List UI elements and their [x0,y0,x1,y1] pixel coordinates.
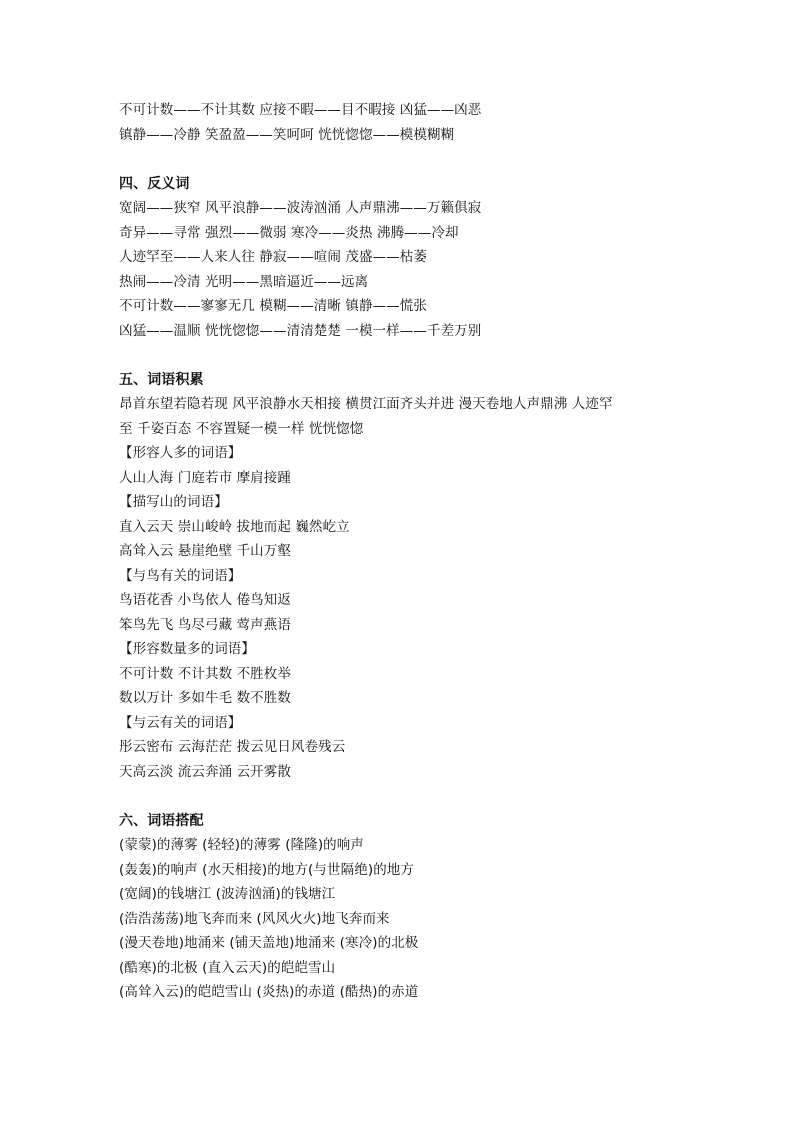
text-line: 至 千姿百态 不容置疑一模一样 恍恍惚惚 [119,420,364,437]
section3-tail [119,98,699,147]
text-line: 热闹——冷清 光明——黑暗逼近——远离 [119,273,369,290]
text-line: (高耸入云)的皑皑雪山 (炎热)的赤道 (酷热)的赤道 [119,984,419,1000]
group-label: 【描写山的词语】 [119,494,228,510]
text-line: (酷寒)的北极 (直入云天)的皑皑雪山 [119,959,336,976]
text-line: (蒙蒙)的薄雾 (轻轻)的薄雾 (隆隆)的响声 [119,837,364,853]
text-line: (轰轰)的响声 (水天相接)的地方(与世隔绝)的地方 [119,861,414,878]
group-label: 【与云有关的词语】 [119,714,242,731]
section-collocations [119,809,699,1005]
text-line: 奇异——寻常 强烈——微弱 寒冷——炎热 沸腾——冷却 [119,224,459,241]
text-line: 昂首东望若隐若现 风平浪静水天相接 横贯江面齐头并进 漫天卷地人声鼎沸 人迹罕 [119,396,613,412]
document-page [119,98,699,1005]
spacer [119,784,699,809]
group-label: 【形容数量多的词语】 [119,641,255,657]
group-label: 【形容人多的词语】 [119,445,242,461]
spacer [119,343,699,368]
text-line: 直入云天 崇山峻岭 拔地而起 巍然屹立 [119,518,350,535]
group-label: 【与鸟有关的词语】 [119,567,242,584]
section-heading: 六、词语搭配 [119,812,204,829]
text-line: 人迹罕至——人来人往 静寂——喧闹 茂盛——枯萎 [119,249,427,265]
section-heading: 四、反义词 [119,175,190,192]
text-line: (浩浩荡荡)地飞奔而来 (风风火火)地飞奔而来 [119,910,390,927]
text-line: 镇静——冷静 笑盈盈——笑呵呵 恍恍惚惚——模模糊糊 [119,126,455,143]
text-line: (宽阔)的钱塘江 (波涛汹涌)的钱塘江 [119,886,336,902]
text-line: 不可计数 不计其数 不胜枚举 [119,665,291,682]
text-line: 彤云密布 云海茫茫 拨云见日风卷残云 [119,739,346,755]
text-line: 不可计数——不计其数 应接不暇——目不暇接 凶猛——凶恶 [119,102,482,118]
text-line: 鸟语花香 小鸟依人 倦鸟知返 [119,592,291,608]
text-line: (漫天卷地)地涌来 (铺天盖地)地涌来 (寒冷)的北极 [119,935,419,951]
section-antonyms [119,172,699,344]
text-line: 天高云淡 流云奔涌 云开雾散 [119,763,291,780]
section-vocabulary [119,368,699,785]
text-line: 不可计数——寥寥无几 模糊——清晰 镇静——慌张 [119,298,427,314]
text-line: 凶猛——温顺 恍恍惚惚——清清楚楚 一模一样——千差万别 [119,322,482,339]
section-heading: 五、词语积累 [119,371,204,388]
text-line: 宽阔——狭窄 风平浪静——波涛汹涌 人声鼎沸——万籁俱寂 [119,200,482,216]
text-line: 数以万计 多如牛毛 数不胜数 [119,690,291,706]
text-line: 人山人海 门庭若市 摩肩接踵 [119,469,291,486]
text-line: 笨鸟先飞 鸟尽弓藏 莺声燕语 [119,616,291,633]
text-line: 高耸入云 悬崖绝壁 千山万壑 [119,543,291,559]
spacer [119,147,699,172]
